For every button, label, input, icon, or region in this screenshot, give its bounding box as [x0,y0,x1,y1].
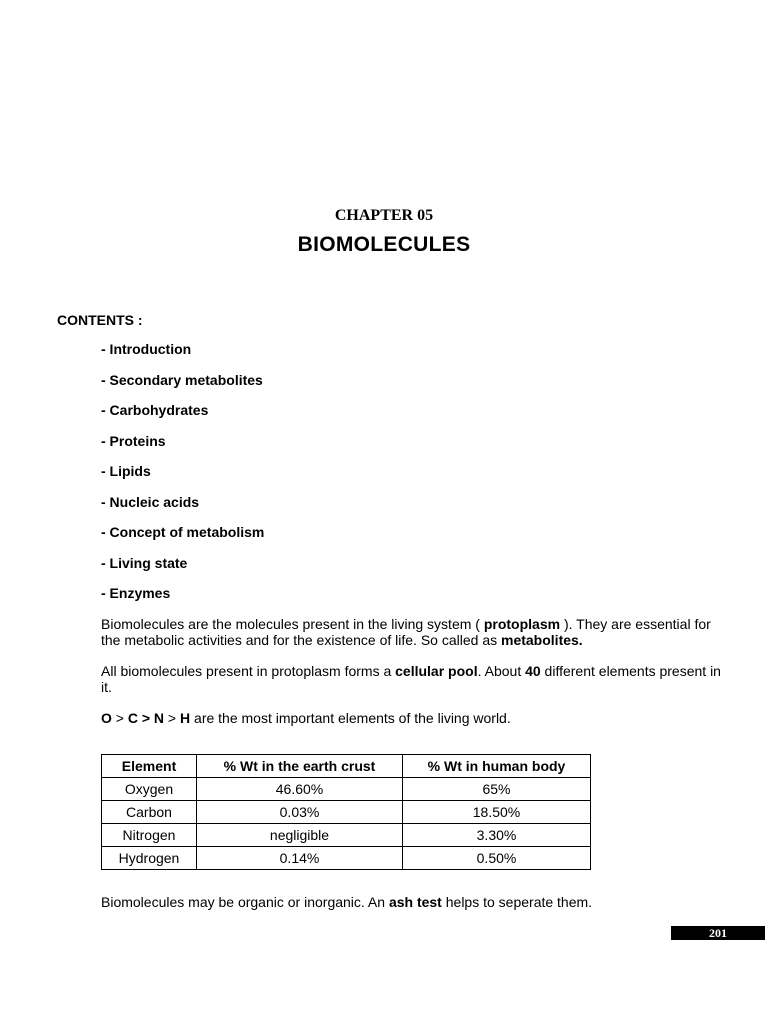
chapter-label: CHAPTER 05 [334,207,434,224]
contents-item: - Concept of metabolism [101,524,265,540]
contents-item: - Nucleic acids [101,493,200,510]
cellular-pool-paragraph [101,663,721,695]
table-cell: 3.30% [403,824,591,847]
contents-item: - Lipids [101,463,151,479]
bold-term: O [101,710,112,726]
contents-item: - Carbohydrates [101,402,209,418]
bold-term: metabolites. [501,632,583,648]
text-span: are the most important elements of the living world. [190,710,511,726]
table-cell: Carbon [102,801,197,824]
table-header: Element [102,755,197,778]
text-span: > [111,710,128,726]
intro-paragraph [101,616,721,648]
text-span: All biomolecules present in protoplasm forms a [101,663,396,679]
bold-term: protoplasm [483,616,561,632]
table-cell: 65% [403,778,591,801]
bold-term: C > N [127,710,165,726]
bold-term: H [180,710,191,726]
element-weight-table [101,754,591,870]
text-span: helps to seperate them. [441,894,593,910]
text-span: . About [477,663,526,679]
contents-heading: CONTENTS : [57,312,143,328]
table-cell: 0.50% [403,847,591,870]
chapter-title: BIOMOLECULES [297,233,471,256]
text-span: > [164,710,181,726]
table-cell: 0.03% [197,801,403,824]
table-cell: Oxygen [102,778,197,801]
text-span: ). They are essential for the metabolic activities and for the existence of life. So called as [101,616,711,648]
bold-term: 40 [525,663,541,679]
contents-item: - Living state [101,554,188,571]
table-header: % Wt in human body [403,755,591,778]
table-row [102,801,591,824]
contents-item: - Enzymes [101,585,171,601]
text-span: Biomolecules may be organic or inorganic. An [101,894,389,910]
contents-item: - Secondary metabolites [101,371,263,388]
table-header: % Wt in the earth crust [197,755,403,778]
page-number: 201 [671,926,765,940]
text-span: different elements present in it. [101,663,721,695]
table-cell: negligible [197,824,403,847]
table-cell: 18.50% [403,801,591,824]
bold-term: cellular pool [395,663,478,679]
bold-term: ash test [388,894,442,910]
ash-test-paragraph [101,894,721,910]
table-row [102,847,591,870]
table-cell: Nitrogen [102,824,197,847]
text-span: Biomolecules are the molecules present in the living system ( [101,616,484,632]
contents-item: - Introduction [101,341,192,357]
contents-item: - Proteins [101,432,166,449]
table-row [102,778,591,801]
table-cell: 46.60% [197,778,403,801]
table-row [102,824,591,847]
contents-list [101,341,264,616]
table-cell: 0.14% [197,847,403,870]
table-cell: Hydrogen [102,847,197,870]
element-order-paragraph [101,710,721,726]
table-header-row [102,755,591,778]
